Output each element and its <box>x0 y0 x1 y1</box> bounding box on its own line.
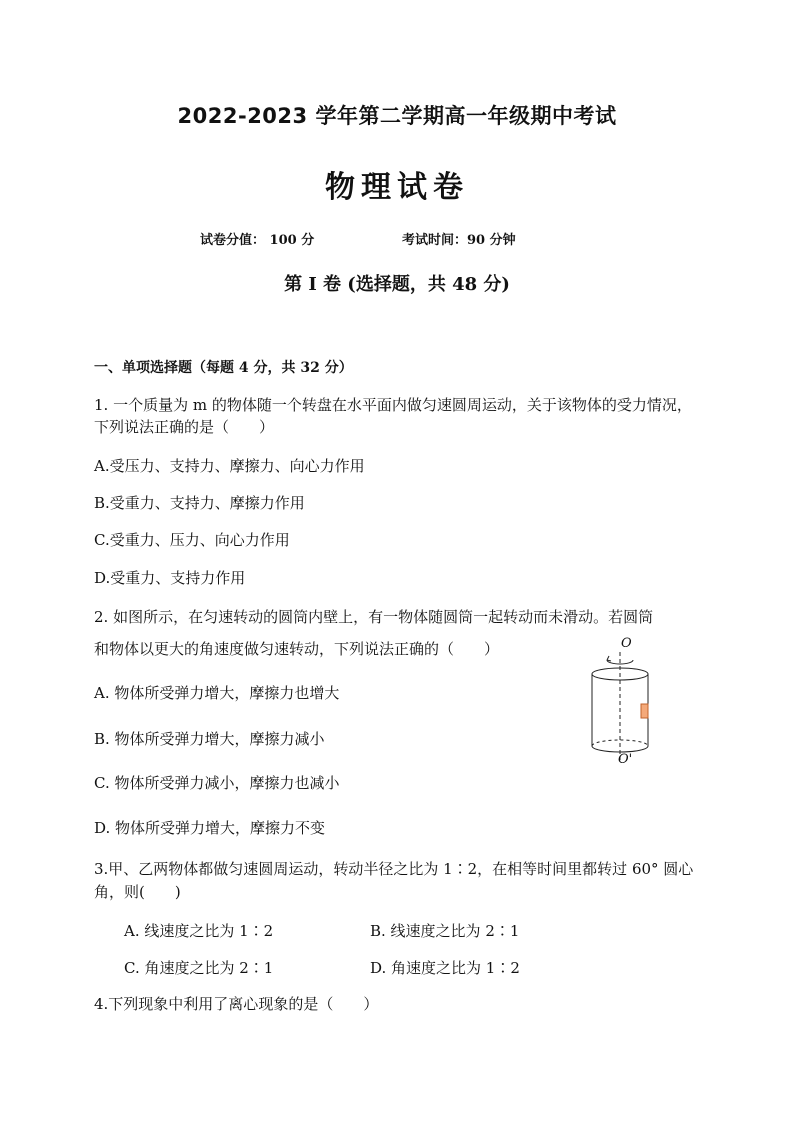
subject-title: 物理试卷 <box>325 170 469 205</box>
q3-option-b: B. 线速度之比为 2∶1 <box>370 922 520 940</box>
part-heading: 一、单项选择题（每题 4 分，共 32 分） <box>94 360 353 376</box>
q2-option-d: D. 物体所受弹力增大，摩擦力不变 <box>94 819 326 837</box>
time-label: 考试时间：90 分钟 <box>402 233 516 248</box>
q3-stem-line1: 3.甲、乙两物体都做匀速圆周运动，转动半径之比为 1∶2，在相等时间里都转过 60° 圆心 <box>94 860 694 878</box>
q1-option-b: B.受重力、支持力、摩擦力作用 <box>94 494 305 512</box>
q4-stem-line1: 4.下列现象中利用了离心现象的是（ ） <box>94 995 379 1013</box>
q1-option-c: C.受重力、压力、向心力作用 <box>94 531 290 549</box>
axis-bottom-label: O' <box>618 752 633 767</box>
axis-top-label: O <box>621 636 632 651</box>
q1-option-a: A.受压力、支持力、摩擦力、向心力作用 <box>94 457 365 475</box>
q1-stem-line2: 下列说法正确的是（ ） <box>94 418 275 436</box>
q2-stem-line2: 和物体以更大的角速度做匀速转动，下列说法正确的（ ） <box>94 640 500 658</box>
q3-option-a: A. 线速度之比为 1∶2 <box>124 922 274 940</box>
q3-option-c: C. 角速度之比为 2∶1 <box>124 959 274 977</box>
q3-option-d: D. 角速度之比为 1∶2 <box>370 959 520 977</box>
q2-option-b: B. 物体所受弹力增大，摩擦力减小 <box>94 730 325 748</box>
q2-stem-line1: 2. 如图所示，在匀速转动的圆筒内壁上，有一物体随圆筒一起转动而未滑动。若圆筒 <box>94 608 654 626</box>
exam-title: 2022-2023 学年第二学期高一年级期中考试 <box>177 104 617 128</box>
q2-option-c: C. 物体所受弹力减小，摩擦力也减小 <box>94 774 340 792</box>
score-label: 试卷分值： 100 分 <box>200 233 315 248</box>
q3-stem-line2: 角，则( ) <box>94 883 181 901</box>
q1-option-d: D.受重力、支持力作用 <box>94 569 246 587</box>
q1-stem-line1: 1. 一个质量为 m 的物体随一个转盘在水平面内做匀速圆周运动，关于该物体的受力情况， <box>94 396 692 414</box>
section-title: 第 I 卷 (选择题，共 48 分) <box>284 274 510 295</box>
rotating-cylinder-figure <box>585 638 655 768</box>
q2-option-a: A. 物体所受弹力增大，摩擦力也增大 <box>94 684 340 702</box>
